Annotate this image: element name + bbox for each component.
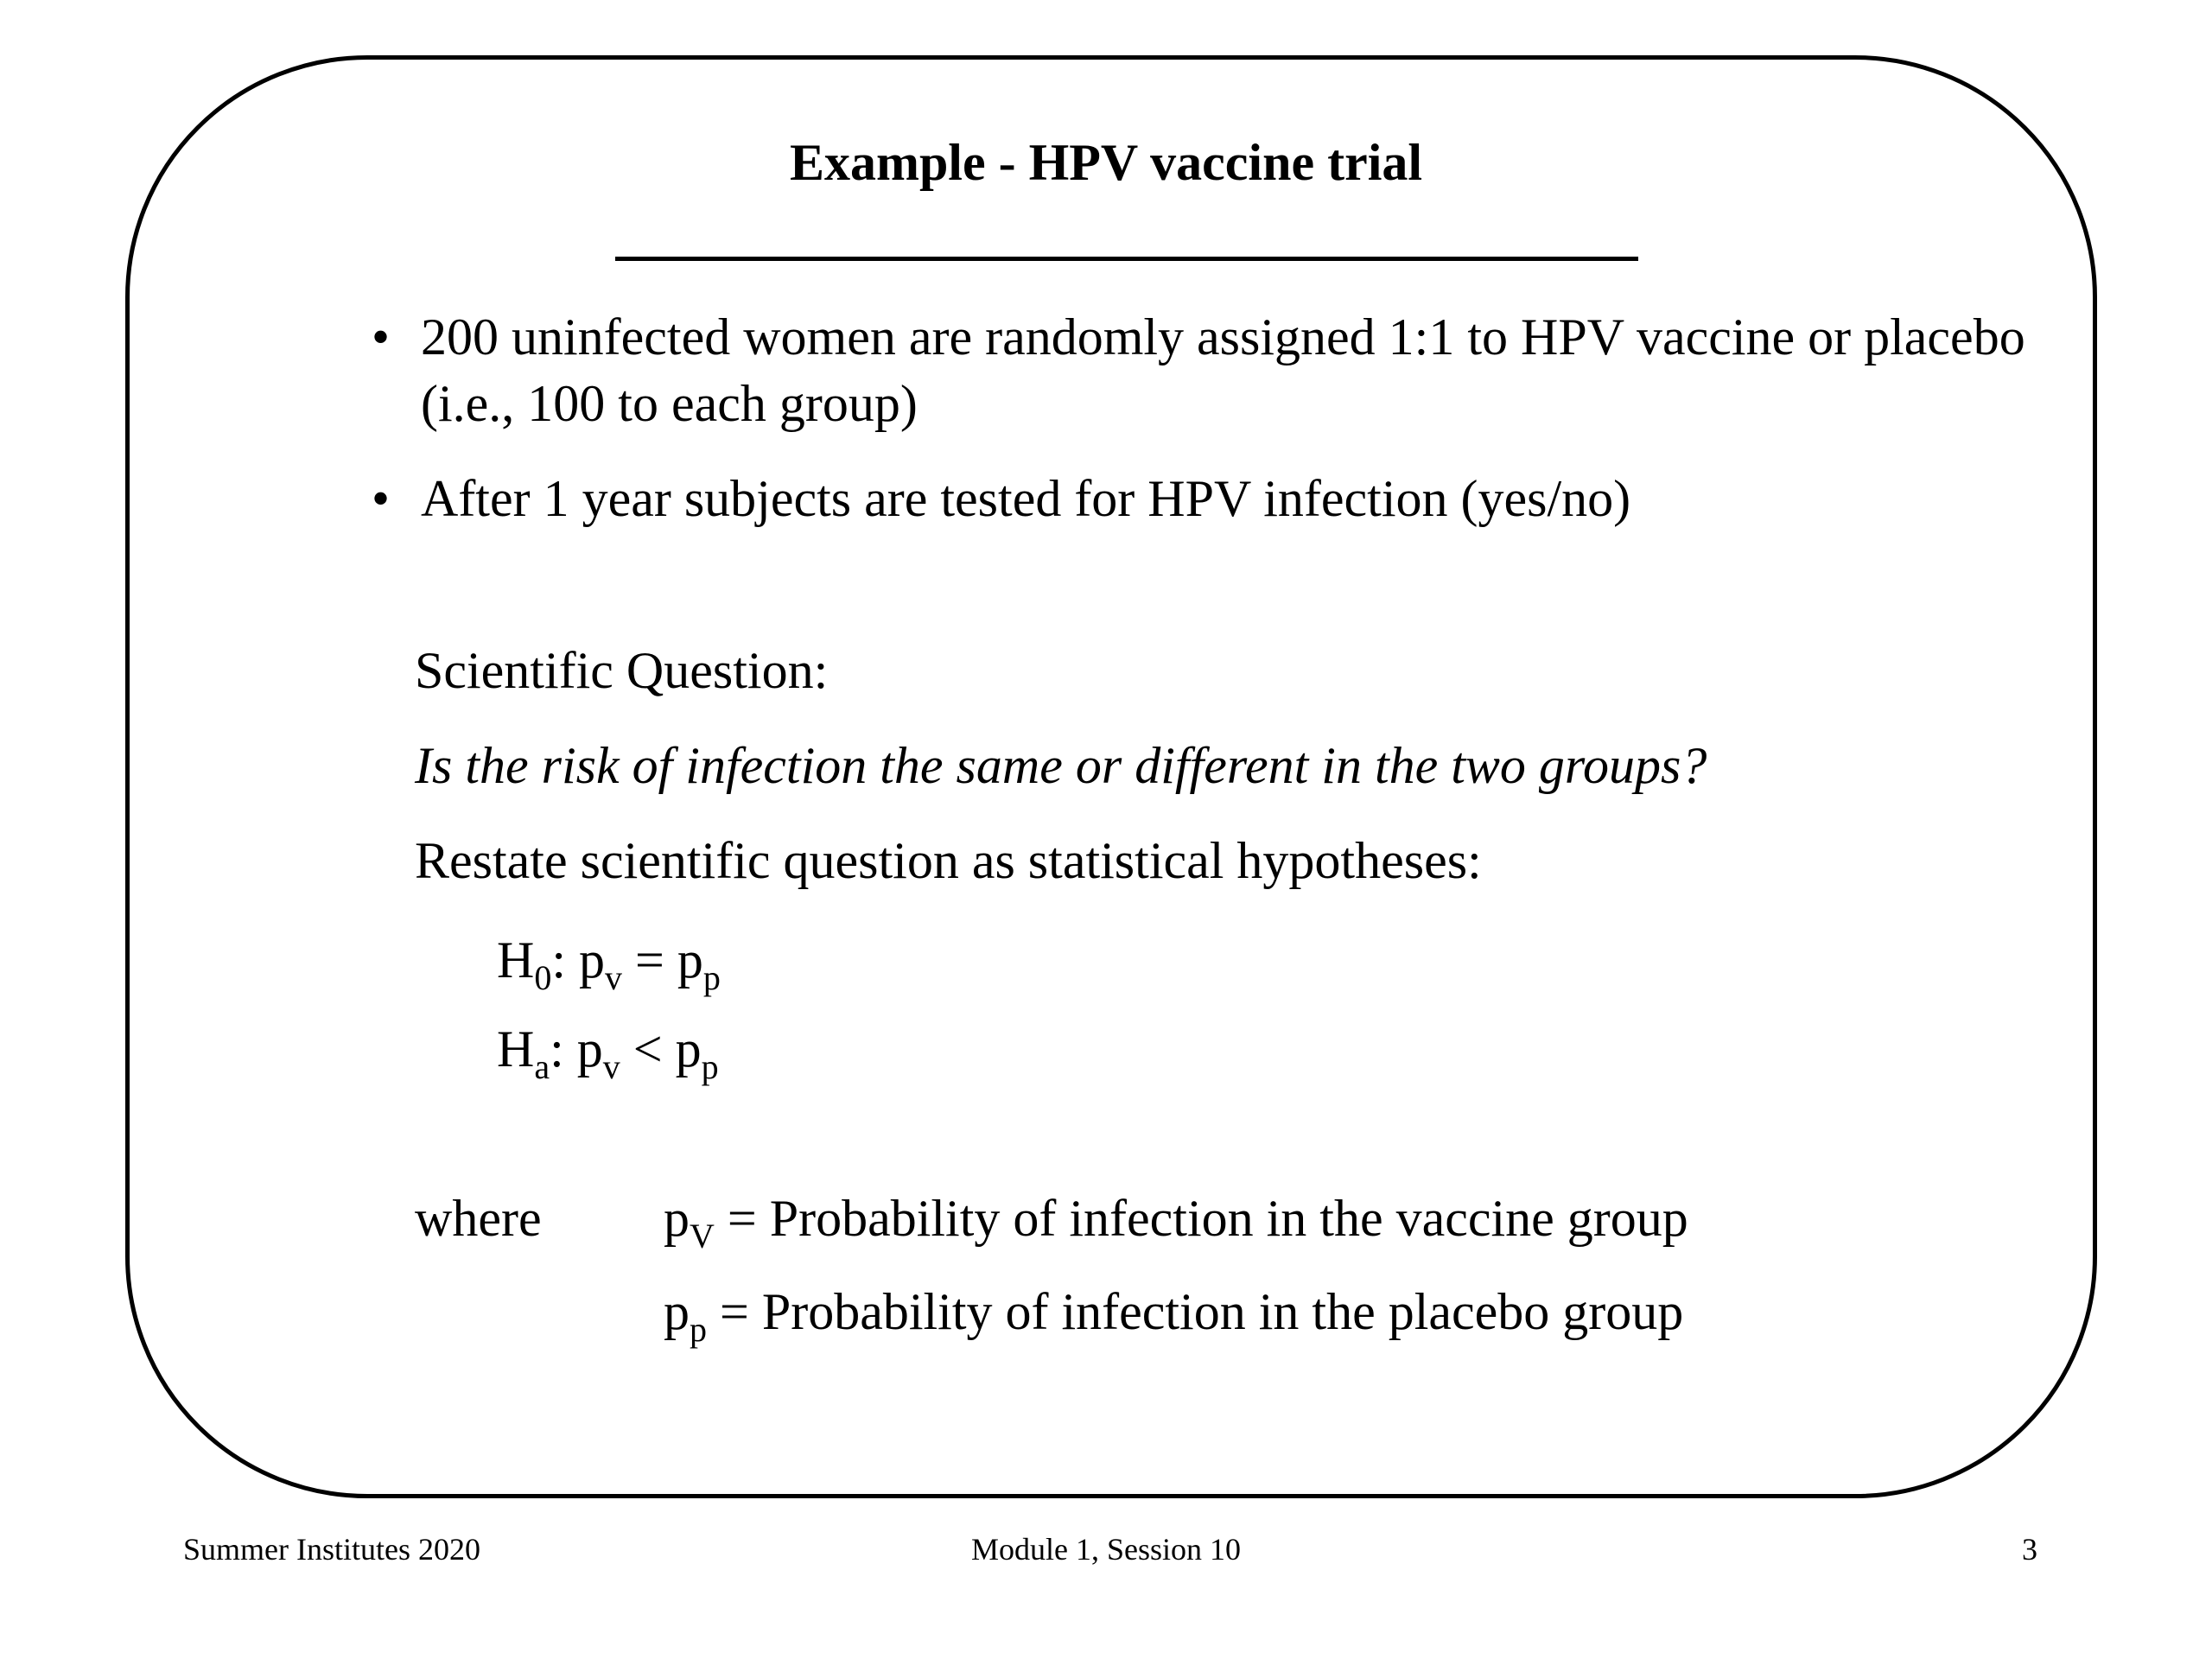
def-symbol: p xyxy=(664,1283,690,1340)
bullet-item xyxy=(372,304,2065,437)
ha-rhs: p xyxy=(675,1020,702,1077)
ha-letter: H xyxy=(497,1020,535,1077)
footer-center: Module 1, Session 10 xyxy=(971,1532,1242,1567)
def-text: = Probability of infection in the placebo group xyxy=(707,1283,1684,1340)
def-symbol: p xyxy=(664,1190,690,1247)
def-text: = Probability of infection in the vaccine group xyxy=(714,1190,1688,1247)
def-symbol-sub: p xyxy=(690,1310,707,1349)
null-hypothesis: $H_0$: $p_v = p_p$ xyxy=(497,931,721,997)
h0-operator: = xyxy=(635,931,664,988)
bullet-text: 200 uninfected women are randomly assigned 1:1 to HPV vaccine or placebo (i.e., 100 to each group) xyxy=(421,308,2025,432)
ha-letter-sub: a xyxy=(534,1047,550,1086)
definition-placebo xyxy=(664,1281,1684,1349)
bullet-dot: • xyxy=(372,470,391,527)
footer-left: Summer Institutes 2020 xyxy=(183,1532,480,1567)
restate-text: Restate scientific question as statistical hypotheses: xyxy=(415,832,1482,889)
ha-lhs: p xyxy=(576,1020,603,1077)
def-symbol-sub: V xyxy=(690,1217,715,1255)
page-number: 3 xyxy=(2022,1532,2037,1567)
bullet-text: After 1 year subjects are tested for HPV infection (yes/no) xyxy=(421,470,1631,527)
h0-lhs-sub: v xyxy=(605,958,623,997)
h0-rhs-sub: p xyxy=(702,958,721,997)
slide-title: Example - HPV vaccine trial xyxy=(789,134,1423,191)
h0-rhs: p xyxy=(677,931,703,988)
scientific-question-label: Scientific Question: xyxy=(415,642,829,699)
bullet-list xyxy=(372,304,2065,561)
bullet-dot: • xyxy=(372,308,391,365)
bullet-item xyxy=(372,466,2065,532)
ha-operator: < xyxy=(632,1020,663,1077)
alternative-hypothesis: $H_a$: $p_v < p_p$ xyxy=(497,1020,719,1086)
ha-lhs-sub: v xyxy=(602,1047,620,1086)
h0-letter: H xyxy=(497,931,535,988)
ha-rhs-sub: p xyxy=(701,1047,719,1086)
where-label: where xyxy=(415,1190,542,1247)
h0-lhs: p xyxy=(579,931,606,988)
scientific-question: Is the risk of infection the same or different in the two groups? xyxy=(415,737,1707,794)
definition-vaccine xyxy=(664,1187,1688,1255)
title-underline xyxy=(615,257,1638,261)
h0-letter-sub: 0 xyxy=(534,958,552,997)
